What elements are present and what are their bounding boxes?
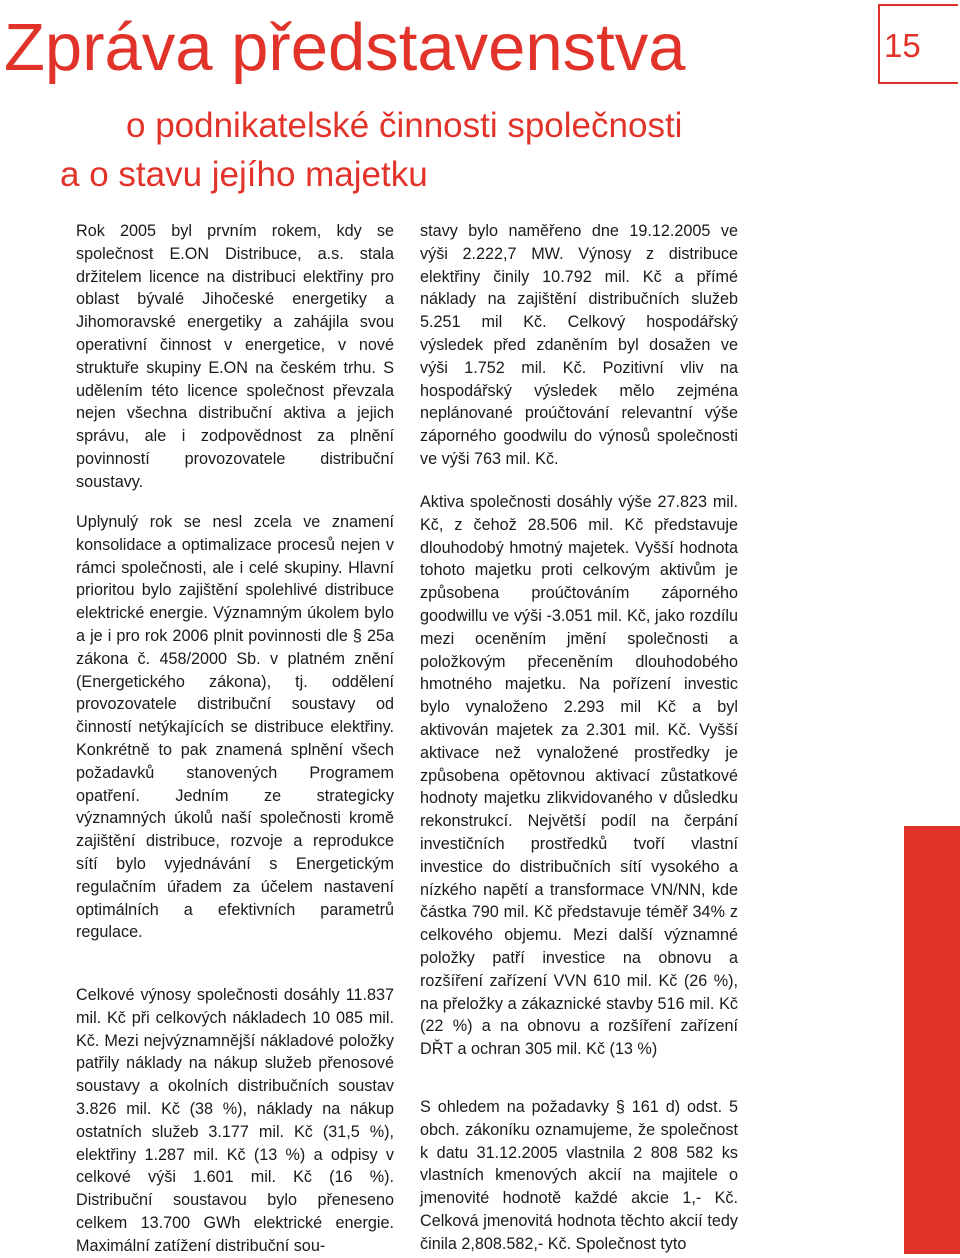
left-column-paragraph-3 [76, 984, 394, 1258]
page-title: Zpráva představenstva [4, 10, 686, 85]
right-column-paragraph-2 [420, 491, 738, 1061]
left-column-paragraph-2 [76, 511, 394, 944]
paragraph-text: Rok 2005 byl prvním rokem, kdy se společnost E.ON Distribuce, a.s. stala držitelem licence na distribuci elektřiny pro oblast bývalé Jihočeské energetiky a Jihomoravské energetiky a zahájila svou operativní činnost v energetice, v nové struktuře skupiny E.ON na českém trhu. S udělením této licence společnost převzala nejen všechna distribuční aktiva a jejich správu, ale i zodpovědnost za plnění povinností provozovatele distribuční soustavy. [76, 222, 394, 491]
right-column-paragraph-3 [420, 1096, 738, 1256]
left-column-paragraph-1 [76, 220, 394, 494]
paragraph-text: Celkové výnosy společnosti dosáhly 11.837 mil. Kč při celkových nákladech 10 085 mil. Kč. Mezi nejvýznamnější nákladové položky patřily náklady na nákup služeb přenosové soustavy a okolních distribučních soustav 3.826 mil. Kč (38 %), náklady na nákup ostatních služeb 3.177 mil. Kč (31,5 %), elektřiny 1.287 mil. Kč (13 %) a odpisy v celkové výši 1.601 mil. Kč (16 %). Distribuční soustavou bylo přeneseno celkem 13.700 GWh elektrické energie. Maximální zatížení distribuční sou- [76, 986, 394, 1255]
page-subtitle-line2: a o stavu jejího majetku [60, 155, 428, 194]
decorative-red-bar [904, 826, 960, 1254]
page-subtitle-line1: o podnikatelské činnosti společnosti [126, 106, 683, 145]
right-column-paragraph-1 [420, 220, 738, 471]
paragraph-text: stavy bylo naměřeno dne 19.12.2005 ve výši 2.222,7 MW. Výnosy z distribuce elektřiny činily 10.792 mil. Kč a přímé náklady na zajištění distribučních služeb 5.251 mil Kč. Celkový hospodářský výsledek před zdaněním byl dosažen ve výši 1.752 mil. Kč. Pozitivní vliv na hospodářský výsledek mělo zejména neplánované proúčtování relevantní výše záporného goodwilu do výnosů společnosti ve výši 763 mil. Kč. [420, 222, 738, 468]
paragraph-text: S ohledem na požadavky § 161 d) odst. 5 obch. zákoníku oznamujeme, že společnost k datu 31.12.2005 vlastnila 2 808 582 ks vlastních kmenových akcií na majitele o jmenovité hodnotě každé akcie 1,- Kč. Celková jmenovitá hodnota těchto akcií tedy činila 2,808.582,- Kč. Společnost tyto [420, 1098, 738, 1253]
paragraph-text: Uplynulý rok se nesl zcela ve znamení konsolidace a optimalizace procesů nejen v rámci společnosti, ale i celé skupiny. Hlavní prioritou bylo zajištění spolehlivé distribuce elektrické energie. Významným úkolem bylo a je i pro rok 2006 plnit povinnosti dle § 25a zákona č. 458/2000 Sb. v platném znění (Energetického zákona), tj. oddělení provozovatele distribuční soustavy od činností netýkajících se distribuce elektřiny. Konkrétně to pak znamená splnění všech požadavků stanovených Programem opatření. Jedním ze strategicky významných úkolů naší společnosti kromě zajištění distribuce, rozvoje a reprodukce sítí bylo vyjednávání s Energetickým regulačním úřadem za účelem nastavení optimálních a efektivních parametrů regulace. [76, 513, 394, 942]
paragraph-text: Aktiva společnosti dosáhly výše 27.823 mil. Kč, z čehož 28.506 mil. Kč představuje dlouhodobý hmotný majetek. Vyšší hodnota tohoto majetku proti celkovým aktivům je způsobena proúčtováním záporného goodwillu ve výši -3.051 mil. Kč, jako rozdílu mezi oceněním jmění společnosti a položkovým přeceněním dlouhodobého hmotného majetku. Na pořízení investic bylo vynaloženo 2.293 mil Kč a byl aktivován majetek za 2.301 mil. Kč. Vyšší aktivace než vynaložené prostředky je způsobena opětovnou aktivací zůstatkové hodnoty majetku zlikvidovaného v důsledku rekonstrukcí. Největší podíl na čerpání investičních prostředků tvoří vlastní investice do distribučních sítí vysokého a nízkého napětí a transformace VN/NN, kde částka 790 mil. Kč představuje téměř 34% z celkového objemu. Mezi další významné položky patří investice na obnovu a rozšíření zařízení VVN 610 mil. Kč (26 %), na přeložky a zákaznické stavby 516 mil. Kč (22 %) a na obnovu a rozšíření zařízení DŘT a ochran 305 mil. Kč (13 %) [420, 493, 738, 1059]
page-number: 15 [884, 27, 921, 64]
